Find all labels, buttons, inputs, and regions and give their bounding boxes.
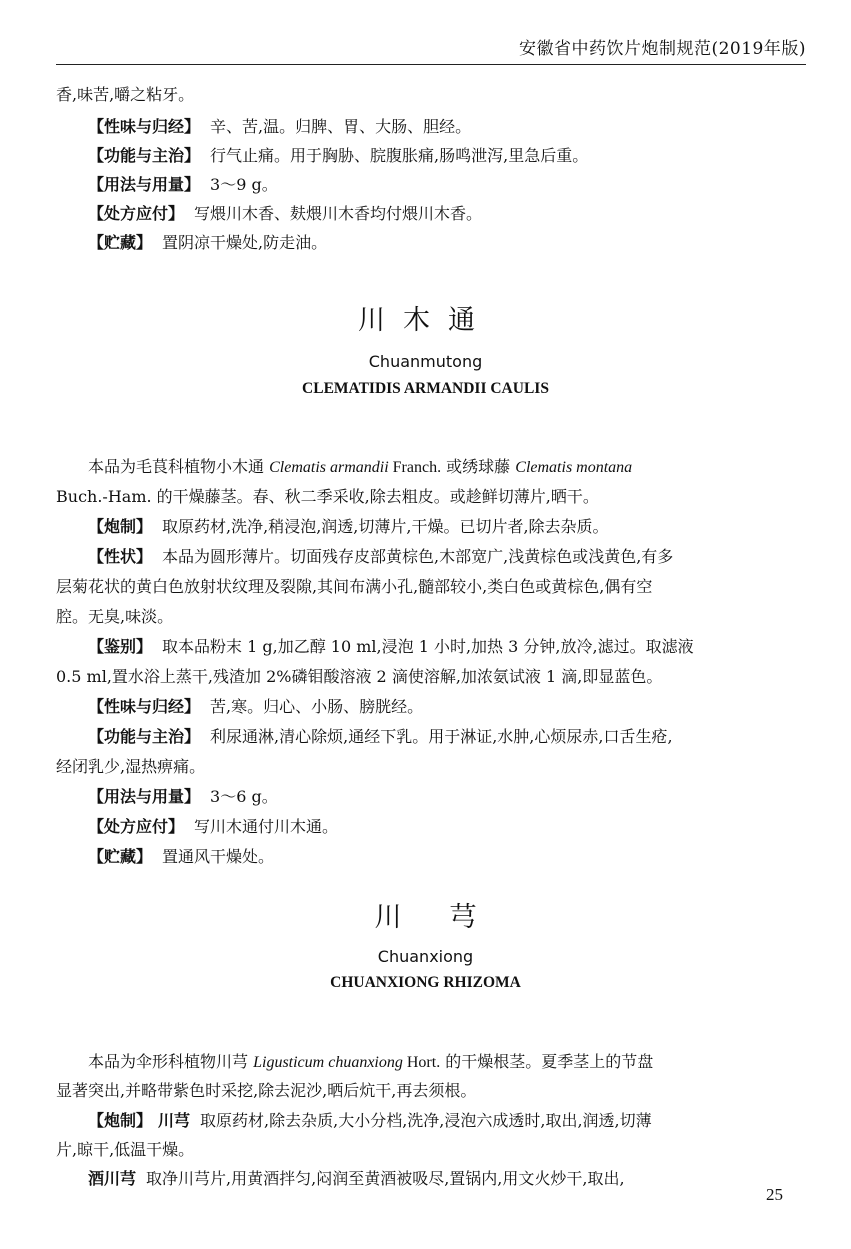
section-text: 本品为圆形薄片。切面残存皮部黄棕色,木部宽广,浅黄棕色或浅黄色,有多 — [162, 547, 674, 566]
cmt-xingzhuang-l2: 层菊花状的黄白色放射状纹理及裂隙,其间布满小孔,髓部较小,类白色或黄棕色,偶有空 — [56, 577, 653, 596]
entry-latin-name: CLEMATIDIS ARMANDII CAULIS — [302, 380, 549, 397]
entry-latin-name: CHUANXIONG RHIZOMA — [330, 974, 521, 991]
text-run: 的干燥根茎。夏季茎上的节盘 — [440, 1052, 654, 1071]
prev-gongneng — [56, 141, 828, 171]
section-tag: 【用法与用量】 — [88, 787, 201, 806]
section-text: 写煨川木香、麸煨川木香均付煨川木香。 — [194, 204, 483, 223]
prev-yongfa — [56, 170, 828, 200]
prev-chufang — [56, 199, 828, 229]
cmt-xingzhuang-l1 — [56, 542, 828, 572]
prev-xingwei — [56, 112, 828, 142]
section-text: 3～6 g。 — [210, 787, 278, 806]
section-tag: 【性味与归经】 — [88, 697, 201, 716]
section-text: 取原药材,洗净,稍浸泡,润透,切薄片,干燥。已切片者,除去杂质。 — [162, 517, 609, 536]
species-name: Ligusticum chuanxiong — [253, 1054, 403, 1071]
section-text: 置阴凉干燥处,防走油。 — [162, 233, 328, 252]
cmt-zhucang — [56, 842, 828, 872]
section-tag: 【性状】 — [88, 547, 153, 566]
cmt-yongfa — [56, 782, 828, 812]
section-text: 写川木通付川木通。 — [194, 817, 339, 836]
section-tag: 【性味与归经】 — [88, 117, 201, 136]
section-text: 置通风干燥处。 — [162, 847, 275, 866]
cx-intro-line2: 显著突出,并略带紫色时采挖,除去泥沙,晒后炕干,再去须根。 — [56, 1081, 477, 1100]
cmt-jianbie-l2: 0.5 ml,置水浴上蒸干,残渣加 2%磷钼酸溶液 2 滴使溶解,加浓氨试液 1 滴,即显蓝色。 — [56, 667, 663, 686]
prev-zhucang — [56, 228, 828, 258]
cx-intro-line1 — [56, 1047, 828, 1078]
author-abbr: Hort. — [402, 1054, 441, 1071]
species-name: Clematis montana — [515, 459, 633, 476]
entry-pinyin: Chuanxiong — [377, 947, 474, 966]
section-text: 苦,寒。归心、小肠、膀胱经。 — [210, 697, 424, 716]
cmt-xingzhuang-l3: 腔。无臭,味淡。 — [56, 607, 174, 626]
section-tag: 【贮藏】 — [88, 847, 153, 866]
section-text: 取本品粉末 1 g,加乙醇 10 ml,浸泡 1 小时,加热 3 分钟,放冷,滤过。取滤液 — [162, 637, 694, 656]
section-tag: 【功能与主治】 — [88, 146, 201, 165]
section-text: 利尿通淋,清心除烦,通经下乳。用于淋证,水肿,心烦尿赤,口舌生疮, — [210, 727, 673, 746]
header-rule — [56, 64, 806, 65]
cx-paozhi-l1 — [56, 1106, 828, 1136]
section-text: 3～9 g。 — [210, 175, 278, 194]
section-tag: 【炮制】 — [88, 517, 153, 536]
entry-pinyin: Chuanmutong — [368, 352, 483, 371]
section-text: 行气止痛。用于胸胁、脘腹胀痛,肠鸣泄泻,里急后重。 — [210, 146, 589, 165]
section-tag: 【处方应付】 — [88, 204, 185, 223]
text-run: 本品为毛茛科植物小木通 — [88, 457, 270, 476]
cmt-paozhi — [56, 512, 828, 542]
entry-title: 川芎 — [374, 902, 525, 933]
section-text: 取净川芎片,用黄酒拌匀,闷润至黄酒被吸尽,置锅内,用文火炒干,取出, — [146, 1169, 625, 1188]
sub-tag: 酒川芎 — [88, 1169, 137, 1188]
running-header: 安徽省中药饮片炮制规范(2019年版) — [518, 39, 806, 59]
cx-jiu — [56, 1164, 828, 1194]
cmt-xingwei — [56, 692, 828, 722]
cmt-gongneng-l2: 经闭乳少,湿热痹痛。 — [56, 757, 206, 776]
section-tag: 【贮藏】 — [88, 233, 153, 252]
prev-cont: 香,味苦,嚼之粘牙。 — [56, 85, 195, 104]
cmt-intro-line1 — [56, 452, 828, 483]
species-name: Clematis armandii — [269, 459, 389, 476]
text-run: 或绣球藤 — [441, 457, 516, 476]
cx-paozhi-l2: 片,晾干,低温干燥。 — [56, 1140, 195, 1159]
author-abbr: Franch. — [388, 459, 442, 476]
section-tag: 【处方应付】 — [88, 817, 185, 836]
sub-tag: 川芎 — [158, 1111, 191, 1130]
cmt-gongneng-l1 — [56, 722, 828, 752]
section-tag: 【功能与主治】 — [88, 727, 201, 746]
cmt-jianbie-l1 — [56, 632, 828, 662]
cmt-intro-line2: Buch.-Ham. 的干燥藤茎。春、秋二季采收,除去粗皮。或趁鲜切薄片,晒干。 — [56, 487, 599, 506]
section-text: 取原药材,除去杂质,大小分档,洗净,浸泡六成透时,取出,润透,切薄 — [200, 1111, 652, 1130]
section-tag: 【用法与用量】 — [88, 175, 201, 194]
cmt-chufang — [56, 812, 828, 842]
text-run: 本品为伞形科植物川芎 — [88, 1052, 254, 1071]
section-tag: 【鉴别】 — [88, 637, 153, 656]
section-text: 辛、苦,温。归脾、胃、大肠、胆经。 — [210, 117, 472, 136]
section-tag: 【炮制】 — [88, 1111, 153, 1130]
page-number: 25 — [766, 1185, 783, 1204]
entry-title: 川木通 — [358, 305, 493, 336]
